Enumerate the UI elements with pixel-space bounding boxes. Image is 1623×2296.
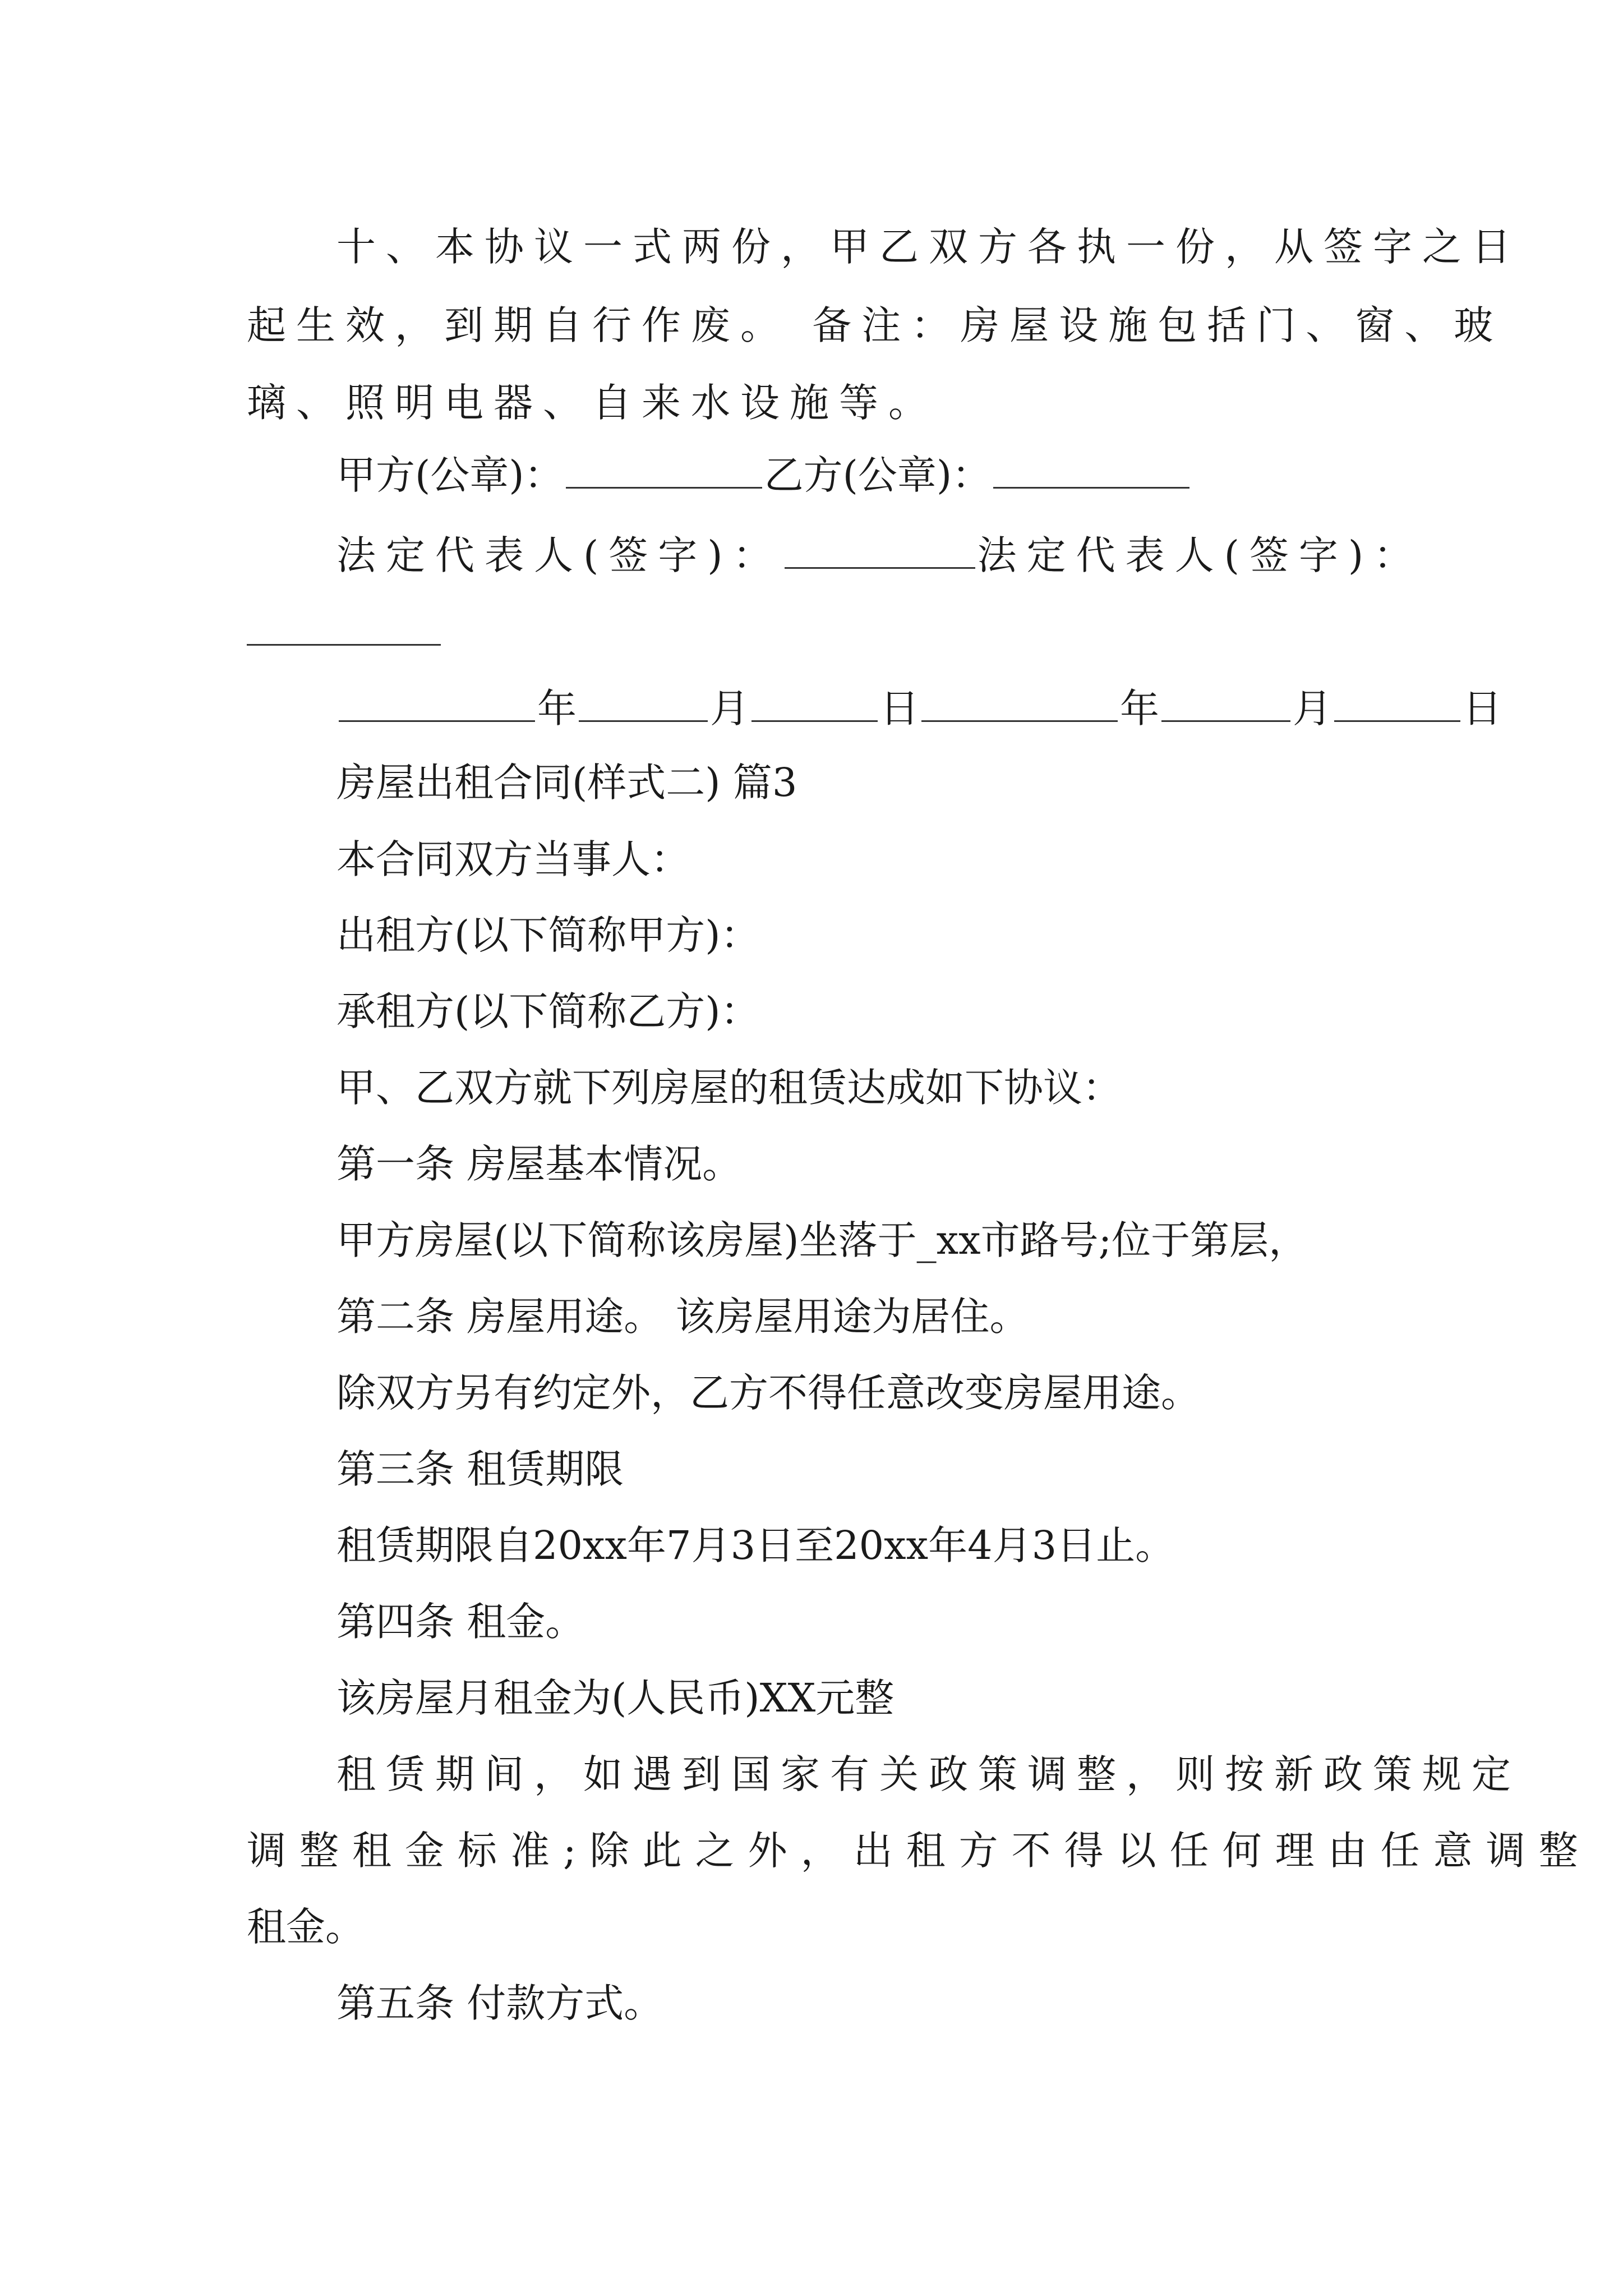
article-three-term: 租赁期限自20xx年7月3日至20xx年4月3日止。 (336, 1522, 1175, 1568)
party-b-seal-label: 乙方(公章)： (764, 452, 992, 498)
legal-representative-row (336, 532, 1423, 578)
party-a-legal-rep-blank (785, 536, 975, 569)
signature-company-seal-row (336, 452, 1192, 498)
agreement-intro: 甲、乙双方就下列房屋的租赁达成如下协议： (336, 1065, 1122, 1111)
article-one-heading: 第一条 房屋基本情况。 (336, 1141, 742, 1187)
party-a-seal-blank (566, 455, 762, 489)
date-a-month-label: 月 (710, 685, 749, 731)
rent-adjustment-line-3: 租金。 (247, 1904, 365, 1950)
rent-adjustment-line-2: 调整租金标准;除此之外，出租方不得以任何理由任意调整 (247, 1828, 1592, 1874)
date-a-year-blank (339, 689, 535, 722)
clause-ten-line-3: 璃、照明电器、自来水设施等。 (247, 380, 938, 426)
date-b-year-blank (921, 689, 1118, 722)
clause-ten-line-2: 起生效，到期自行作废。 备注：房屋设施包括门、窗、玻 (247, 302, 1504, 348)
article-four-rent: 该房屋月租金为(人民币)XX元整 (336, 1675, 895, 1721)
article-two-restriction: 除双方另有约定外，乙方不得任意改变房屋用途。 (336, 1370, 1200, 1416)
article-five-heading: 第五条 付款方式。 (336, 1980, 663, 2026)
article-four-heading: 第四条 租金。 (336, 1599, 585, 1645)
date-a-day-blank (751, 689, 878, 722)
parties-heading: 本合同双方当事人： (336, 836, 690, 882)
lessor-line: 出租方(以下简称甲方)： (336, 912, 760, 958)
party-b-legal-rep-label: 法定代表人(签字)： (977, 532, 1423, 578)
date-a-year-label: 年 (537, 685, 577, 731)
lessee-line: 承租方(以下简称乙方)： (336, 988, 760, 1034)
date-a-month-blank (579, 689, 708, 722)
date-b-month-label: 月 (1293, 685, 1332, 731)
article-one-location: 甲方房屋(以下简称该房屋)坐落于_xx市路号;位于第层， (336, 1217, 1308, 1263)
party-a-seal-label: 甲方(公章)： (336, 452, 564, 498)
date-b-day-label: 日 (1463, 685, 1502, 731)
contract-title: 房屋出租合同(样式二) 篇3 (336, 760, 797, 806)
article-three-heading: 第三条 租赁期限 (336, 1446, 624, 1492)
date-b-month-blank (1161, 689, 1290, 722)
party-b-seal-blank (993, 455, 1189, 489)
rent-adjustment-line-1: 租赁期间，如遇到国家有关政策调整，则按新政策规定 (336, 1751, 1521, 1797)
date-b-day-blank (1334, 689, 1460, 722)
clause-ten-line-1: 十、本协议一式两份，甲乙双方各执一份，从签字之日 (336, 224, 1521, 270)
date-b-year-label: 年 (1120, 685, 1159, 731)
date-row (336, 685, 1502, 731)
party-b-legal-rep-blank (247, 644, 441, 646)
date-a-day-label: 日 (880, 685, 919, 731)
party-a-legal-rep-label: 法定代表人(签字)： (336, 532, 782, 578)
article-two-heading: 第二条 房屋用途。 该房屋用途为居住。 (336, 1294, 1029, 1340)
